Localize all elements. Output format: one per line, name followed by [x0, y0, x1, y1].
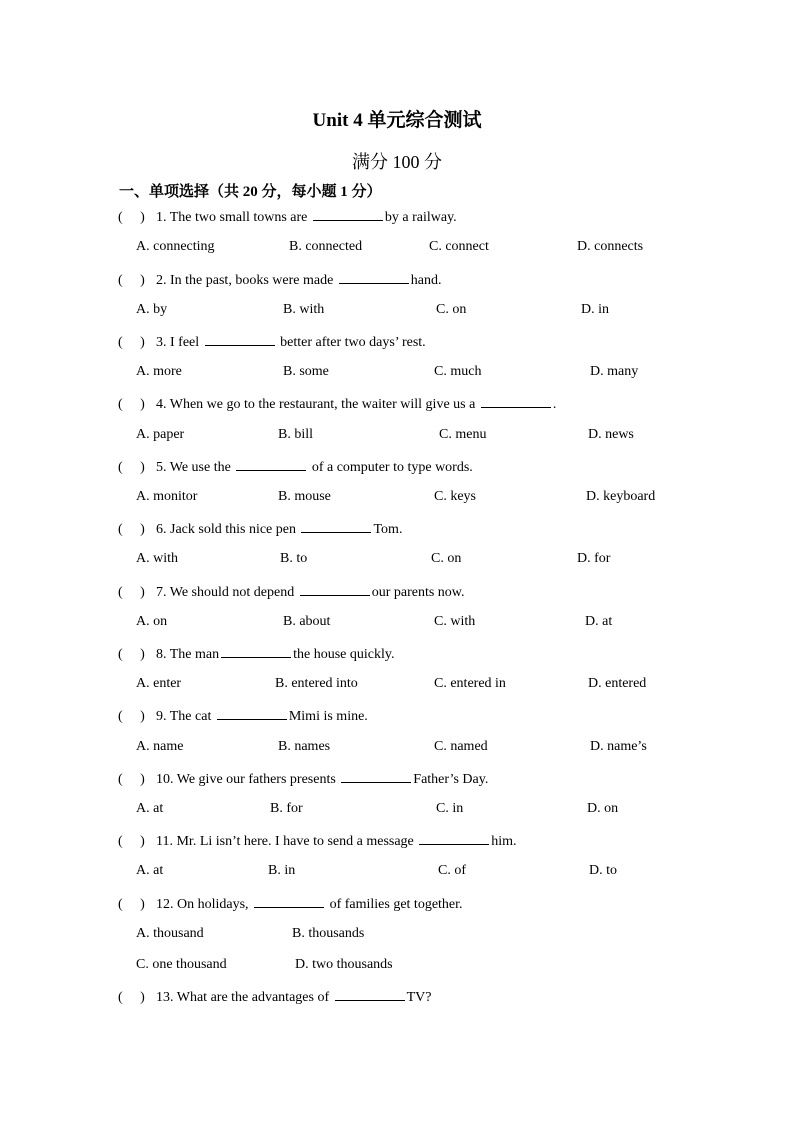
question-text-end: .	[552, 397, 557, 412]
options-row	[136, 614, 696, 632]
page-title: Unit 4 单元综合测试	[312, 110, 482, 131]
question-text-end: Mimi is mine.	[288, 709, 368, 724]
question-text-end: TV?	[406, 990, 432, 1005]
options-row	[136, 489, 696, 507]
fill-blank[interactable]	[335, 988, 405, 1001]
question-11	[118, 832, 517, 850]
option-d[interactable]: D. keyboard	[586, 489, 656, 504]
question-7	[118, 583, 465, 601]
fill-blank[interactable]	[419, 832, 489, 845]
fill-blank[interactable]	[300, 583, 370, 596]
question-8	[118, 645, 394, 663]
option-d[interactable]: D. to	[589, 863, 617, 878]
options-row	[136, 739, 696, 757]
fill-blank[interactable]	[341, 770, 411, 783]
option-d[interactable]: D. entered	[588, 676, 647, 691]
answer-parentheses[interactable]: ( )	[118, 273, 145, 288]
option-b[interactable]: B. mouse	[278, 489, 331, 504]
question-text-end: by a railway.	[384, 210, 457, 225]
score-line: 满分 100 分	[352, 152, 442, 172]
answer-parentheses[interactable]: ( )	[118, 585, 145, 600]
question-6	[118, 520, 402, 538]
option-a[interactable]: A. connecting	[136, 239, 215, 254]
answer-parentheses[interactable]: ( )	[118, 460, 145, 475]
options-row	[136, 302, 696, 320]
option-b[interactable]: B. thousands	[292, 926, 365, 941]
option-a[interactable]: A. at	[136, 801, 164, 816]
question-9	[118, 707, 368, 725]
answer-parentheses[interactable]: ( )	[118, 772, 145, 787]
answer-parentheses[interactable]: ( )	[118, 897, 145, 912]
option-c[interactable]: C. on	[436, 302, 467, 317]
option-d[interactable]: D. at	[585, 614, 613, 629]
question-text-end: Tom.	[373, 522, 403, 537]
options-row	[136, 427, 696, 445]
option-c[interactable]: C. one thousand	[136, 957, 227, 972]
answer-parentheses[interactable]: ( )	[118, 210, 145, 225]
fill-blank[interactable]	[339, 271, 409, 284]
answer-parentheses[interactable]: ( )	[118, 335, 145, 350]
question-text: 3. I feel	[156, 335, 203, 350]
option-d[interactable]: D. news	[588, 427, 634, 442]
option-c[interactable]: C. in	[436, 801, 464, 816]
options-row	[136, 926, 696, 944]
option-c[interactable]: C. of	[438, 863, 466, 878]
fill-blank[interactable]	[217, 707, 287, 720]
option-a[interactable]: A. more	[136, 364, 182, 379]
option-b[interactable]: B. in	[268, 863, 296, 878]
question-text: 7. We should not depend	[156, 585, 298, 600]
question-1	[118, 208, 457, 226]
option-c[interactable]: C. named	[434, 739, 488, 754]
option-b[interactable]: B. with	[283, 302, 325, 317]
question-text-end: our parents now.	[371, 585, 465, 600]
question-text: 10. We give our fathers presents	[156, 772, 340, 787]
question-text: 12. On holidays,	[156, 897, 253, 912]
answer-parentheses[interactable]: ( )	[118, 834, 145, 849]
option-d[interactable]: D. name’s	[590, 739, 647, 754]
question-text: 1. The two small towns are	[156, 210, 311, 225]
question-text-end: of a computer to type words.	[308, 460, 473, 475]
option-a[interactable]: A. with	[136, 551, 178, 566]
option-c[interactable]: C. much	[434, 364, 482, 379]
option-b[interactable]: B. to	[280, 551, 308, 566]
options-row	[136, 957, 696, 975]
option-b[interactable]: B. entered into	[275, 676, 358, 691]
section-heading: 一、单项选择（共 20 分，每小题 1 分）	[119, 184, 382, 200]
fill-blank[interactable]	[481, 395, 551, 408]
question-text-end: better after two days’ rest.	[276, 335, 426, 350]
answer-parentheses[interactable]: ( )	[118, 990, 145, 1005]
options-row	[136, 801, 696, 819]
question-text-end: hand.	[410, 273, 442, 288]
fill-blank[interactable]	[313, 208, 383, 221]
option-a[interactable]: A. thousand	[136, 926, 204, 941]
option-a[interactable]: A. enter	[136, 676, 182, 691]
option-b[interactable]: B. about	[283, 614, 331, 629]
answer-parentheses[interactable]: ( )	[118, 522, 145, 537]
question-13	[118, 988, 432, 1006]
option-c[interactable]: C. menu	[439, 427, 487, 442]
option-c[interactable]: C. on	[431, 551, 462, 566]
option-d[interactable]: D. for	[577, 551, 611, 566]
option-c[interactable]: C. keys	[434, 489, 476, 504]
option-d[interactable]: D. connects	[577, 239, 644, 254]
option-c[interactable]: C. connect	[429, 239, 489, 254]
options-row	[136, 364, 696, 382]
question-text: 13. What are the advantages of	[156, 990, 333, 1005]
fill-blank[interactable]	[236, 458, 306, 471]
option-d[interactable]: D. two thousands	[295, 957, 393, 972]
question-text: 5. We use the	[156, 460, 235, 475]
question-text: 4. When we go to the restaurant, the waiter will give us a	[156, 397, 479, 412]
answer-parentheses[interactable]: ( )	[118, 397, 145, 412]
option-a[interactable]: A. on	[136, 614, 168, 629]
option-a[interactable]: A. paper	[136, 427, 185, 442]
question-5	[118, 458, 473, 476]
answer-parentheses[interactable]: ( )	[118, 709, 145, 724]
question-3	[118, 333, 426, 351]
options-row	[136, 551, 696, 569]
option-d[interactable]: D. many	[590, 364, 639, 379]
question-text: 2. In the past, books were made	[156, 273, 337, 288]
fill-blank[interactable]	[254, 895, 324, 908]
option-a[interactable]: A. at	[136, 863, 164, 878]
answer-parentheses[interactable]: ( )	[118, 647, 145, 662]
options-row	[136, 676, 696, 694]
question-text-end: the house quickly.	[293, 647, 395, 662]
question-text: 9. The cat	[156, 709, 215, 724]
options-row	[136, 239, 696, 257]
question-10	[118, 770, 488, 788]
option-a[interactable]: A. name	[136, 739, 184, 754]
option-d[interactable]: D. on	[587, 801, 619, 816]
option-b[interactable]: B. for	[270, 801, 303, 816]
question-text: 11. Mr. Li isn’t here. I have to send a message	[156, 834, 418, 849]
option-a[interactable]: A. monitor	[136, 489, 198, 504]
options-row	[136, 863, 696, 881]
question-2	[118, 271, 442, 289]
option-b[interactable]: B. some	[283, 364, 329, 379]
option-c[interactable]: C. entered in	[434, 676, 506, 691]
fill-blank[interactable]	[301, 520, 371, 533]
question-12	[118, 895, 463, 913]
option-c[interactable]: C. with	[434, 614, 476, 629]
question-text-end: Father’s Day.	[413, 772, 489, 787]
option-b[interactable]: B. connected	[289, 239, 363, 254]
question-4	[118, 395, 556, 413]
fill-blank[interactable]	[221, 645, 291, 658]
option-b[interactable]: B. bill	[278, 427, 314, 442]
question-text-end: of families get together.	[326, 897, 463, 912]
option-b[interactable]: B. names	[278, 739, 331, 754]
question-text-end: him.	[491, 834, 517, 849]
option-d[interactable]: D. in	[581, 302, 609, 317]
question-text: 6. Jack sold this nice pen	[156, 522, 300, 537]
question-text: 8. The man	[156, 647, 220, 662]
option-a[interactable]: A. by	[136, 302, 168, 317]
fill-blank[interactable]	[205, 333, 275, 346]
